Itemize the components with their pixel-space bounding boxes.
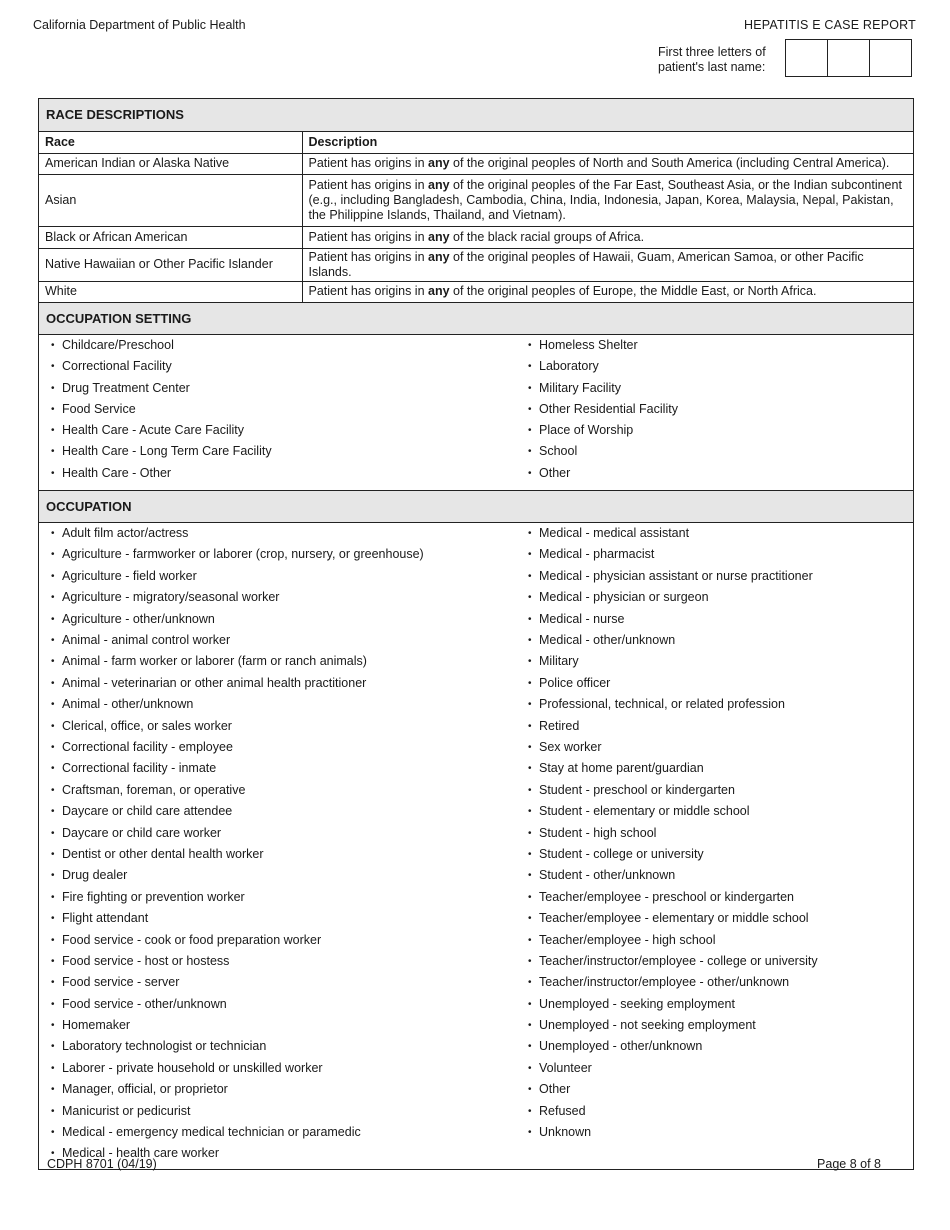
list-item: • Teacher/employee - preschool or kindergarten <box>528 889 818 910</box>
list-item: • Unemployed - seeking employment <box>528 996 818 1017</box>
table-row <box>39 226 913 248</box>
list-item: • Medical - emergency medical technician or paramedic <box>51 1124 528 1145</box>
list-item: • Volunteer <box>528 1060 818 1081</box>
list-item: • Student - elementary or middle school <box>528 803 818 824</box>
list-item: • Correctional Facility <box>51 358 528 379</box>
list-item: • Student - other/unknown <box>528 867 818 888</box>
department-name: California Department of Public Health <box>33 18 246 32</box>
list-item: • Retired <box>528 718 818 739</box>
list-item: • Medical - other/unknown <box>528 632 818 653</box>
race-table-header <box>39 132 913 153</box>
race-description: Patient has origins in any of the original peoples of Hawaii, Guam, American Samoa, or other Pacific Islands. <box>302 248 913 281</box>
list-item: • Correctional facility - employee <box>51 739 528 760</box>
list-item: • Medical - physician assistant or nurse practitioner <box>528 568 818 589</box>
occupation-section <box>39 490 913 1169</box>
list-item: • Homeless Shelter <box>528 337 678 358</box>
race-description: Patient has origins in any of the original peoples of the Far East, Southeast Asia, or the Indian subcontinent (e.g., including Bangladesh, Cambodia, China, India, Indonesia, Japan, Korea, Malaysia, Nepal, Pakistan, the Philippine Islands, Thailand, and Vietnam). <box>302 174 913 226</box>
race-column-header: Race <box>39 132 302 153</box>
occupation-title: OCCUPATION <box>39 490 913 523</box>
occupation-setting-section <box>39 302 913 490</box>
list-item: • Adult film actor/actress <box>51 525 528 546</box>
initial-box-1[interactable] <box>786 40 828 76</box>
list-item: • Animal - other/unknown <box>51 696 528 717</box>
list-item: • Agriculture - farmworker or laborer (crop, nursery, or greenhouse) <box>51 546 528 567</box>
list-item: • Student - high school <box>528 825 818 846</box>
list-item: • Sex worker <box>528 739 818 760</box>
list-item: • Health Care - Other <box>51 465 528 486</box>
list-item: • Police officer <box>528 675 818 696</box>
list-item: • Health Care - Long Term Care Facility <box>51 443 528 464</box>
list-item: • Refused <box>528 1103 818 1124</box>
list-item: • Drug dealer <box>51 867 528 888</box>
form-id: CDPH 8701 (04/19) <box>47 1157 157 1171</box>
occupation-setting-right-list <box>528 337 678 486</box>
list-item: • Manager, official, or proprietor <box>51 1081 528 1102</box>
list-item: • Flight attendant <box>51 910 528 931</box>
list-item: • Medical - health care worker <box>51 1145 528 1166</box>
description-column-header: Description <box>302 132 913 153</box>
list-item: • Agriculture - other/unknown <box>51 611 528 632</box>
list-item: • Health Care - Acute Care Facility <box>51 422 528 443</box>
page-number: Page 8 of 8 <box>817 1157 881 1171</box>
list-item: • Dentist or other dental health worker <box>51 846 528 867</box>
list-item: • Student - preschool or kindergarten <box>528 782 818 803</box>
list-item: • Stay at home parent/guardian <box>528 760 818 781</box>
race-description: Patient has origins in any of the original peoples of Europe, the Middle East, or North Africa. <box>308 284 817 299</box>
list-item: • Military <box>528 653 818 674</box>
list-item: • Daycare or child care attendee <box>51 803 528 824</box>
table-row <box>39 174 913 226</box>
list-item: • Fire fighting or prevention worker <box>51 889 528 910</box>
list-item: • Animal - veterinarian or other animal health practitioner <box>51 675 528 696</box>
list-item: • Food service - other/unknown <box>51 996 528 1017</box>
list-item: • Medical - pharmacist <box>528 546 818 567</box>
occupation-right-list <box>528 525 818 1167</box>
table-row <box>39 248 913 281</box>
list-item: • Animal - farm worker or laborer (farm or ranch animals) <box>51 653 528 674</box>
occupation-setting-left-list <box>51 337 528 486</box>
race-name: Black or African American <box>39 226 302 248</box>
list-item: • Food service - cook or food preparation worker <box>51 932 528 953</box>
race-description: Patient has origins in any of the black racial groups of Africa. <box>302 226 913 248</box>
list-item: • Military Facility <box>528 380 678 401</box>
list-item: • Other Residential Facility <box>528 401 678 422</box>
list-item: • Unknown <box>528 1124 818 1145</box>
form-body <box>38 98 914 1170</box>
list-item: • Other <box>528 465 678 486</box>
table-row <box>39 281 913 302</box>
initials-input-group[interactable] <box>785 39 912 77</box>
list-item: • Teacher/instructor/employee - other/unknown <box>528 974 818 995</box>
list-item: • School <box>528 443 678 464</box>
list-item: • Drug Treatment Center <box>51 380 528 401</box>
list-item: • Food Service <box>51 401 528 422</box>
race-name: Native Hawaiian or Other Pacific Islander <box>39 248 302 281</box>
report-title: HEPATITIS E CASE REPORT <box>744 18 916 32</box>
initial-box-2[interactable] <box>828 40 870 76</box>
race-name: White <box>39 281 302 302</box>
list-item: • Unemployed - not seeking employment <box>528 1017 818 1038</box>
list-item: • Medical - physician or surgeon <box>528 589 818 610</box>
occupation-left-list <box>51 525 528 1167</box>
race-section-title: RACE DESCRIPTIONS <box>39 99 913 132</box>
race-description: Patient has origins in any of the original peoples of North and South America (including Central America). <box>302 153 913 174</box>
list-item: • Animal - animal control worker <box>51 632 528 653</box>
list-item: • Agriculture - field worker <box>51 568 528 589</box>
list-item: • Place of Worship <box>528 422 678 443</box>
list-item: • Clerical, office, or sales worker <box>51 718 528 739</box>
list-item: • Laboratory <box>528 358 678 379</box>
race-name: American Indian or Alaska Native <box>39 153 302 174</box>
initial-box-3[interactable] <box>870 40 911 76</box>
list-item: • Daycare or child care worker <box>51 825 528 846</box>
list-item: • Medical - medical assistant <box>528 525 818 546</box>
list-item: • Agriculture - migratory/seasonal worker <box>51 589 528 610</box>
list-item: • Medical - nurse <box>528 611 818 632</box>
list-item: • Food service - server <box>51 974 528 995</box>
list-item: • Craftsman, foreman, or operative <box>51 782 528 803</box>
list-item: • Teacher/employee - high school <box>528 932 818 953</box>
list-item: • Teacher/employee - elementary or middle school <box>528 910 818 931</box>
list-item: • Childcare/Preschool <box>51 337 528 358</box>
list-item: • Unemployed - other/unknown <box>528 1038 818 1059</box>
list-item: • Manicurist or pedicurist <box>51 1103 528 1124</box>
occupation-setting-title: OCCUPATION SETTING <box>39 302 913 335</box>
list-item: • Student - college or university <box>528 846 818 867</box>
race-name: Asian <box>39 174 302 226</box>
list-item: • Correctional facility - inmate <box>51 760 528 781</box>
list-item: • Professional, technical, or related profession <box>528 696 818 717</box>
list-item: • Laboratory technologist or technician <box>51 1038 528 1059</box>
table-row <box>39 153 913 174</box>
list-item: • Teacher/instructor/employee - college or university <box>528 953 818 974</box>
list-item: • Other <box>528 1081 818 1102</box>
list-item: • Laborer - private household or unskilled worker <box>51 1060 528 1081</box>
initials-label: First three letters of patient's last name: <box>658 45 766 74</box>
list-item: • Food service - host or hostess <box>51 953 528 974</box>
race-descriptions-table <box>39 132 913 302</box>
list-item: • Homemaker <box>51 1017 528 1038</box>
